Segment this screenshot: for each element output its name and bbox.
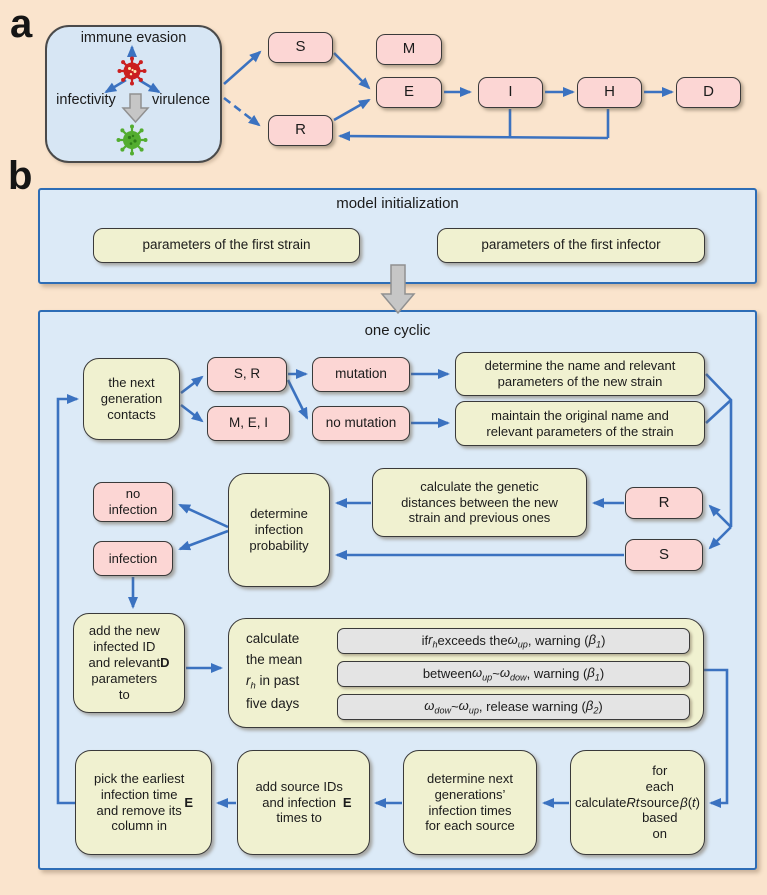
arrow-junction-to-s — [710, 527, 731, 548]
block-arrow-down-icon-inset — [123, 94, 148, 122]
box-warning-between: between $\omega_{up}$ ~ $\omega_{dow}$ , warning ( $\beta_1$ ) — [337, 661, 690, 687]
green-virus-icon — [117, 125, 148, 156]
arrow-det-prob-to-infection — [180, 531, 228, 549]
block-arrow-down-icon-panels — [382, 265, 414, 313]
arrow-next-gen-to-mei — [181, 405, 202, 421]
box-calculate-rt: calculate Rt for each source based on β ( t ) — [570, 750, 705, 855]
calc-mean-label: calculate the mean $r_h$ in past five days — [246, 631, 303, 712]
arrow-ih-to-r — [340, 136, 608, 138]
box-cycle-r: R — [625, 487, 703, 519]
arrow-s-to-e — [334, 53, 369, 88]
box-determine-new-strain-name: determine the name and relevant parameters of the new strain — [455, 352, 705, 396]
box-parameters-first-strain: parameters of the first strain — [93, 228, 360, 263]
arrow-loop-to-next-gen — [58, 399, 77, 803]
box-maintain-original-name: maintain the original name and relevant parameters of the strain — [455, 401, 705, 446]
arrow-inset-to-s — [224, 52, 260, 84]
arrow-junction-to-r — [710, 506, 731, 527]
compartment-h: H — [577, 77, 642, 108]
one-cyclic-title: one cyclic — [364, 322, 431, 339]
box-mutation: mutation — [312, 357, 410, 392]
compartment-m: M — [376, 34, 442, 65]
infectivity-label: infectivity — [56, 92, 116, 108]
box-next-generation-contacts: the next generation contacts — [83, 358, 180, 440]
box-parameters-first-infector: parameters of the first infector — [437, 228, 705, 263]
compartment-i: I — [478, 77, 543, 108]
box-no-mutation: no mutation — [312, 406, 410, 441]
box-m-e-i: M, E, I — [207, 406, 290, 441]
compartment-e: E — [376, 77, 442, 108]
box-determine-next-generations: determine next generations’ infection times for each source — [403, 750, 537, 855]
compartment-s: S — [268, 32, 333, 63]
box-cycle-s: S — [625, 539, 703, 571]
arrow-det-prob-to-no-infection — [180, 505, 228, 527]
virulence-label: virulence — [151, 92, 211, 108]
red-virus-icon — [118, 57, 147, 86]
box-warning-exceeds-up: if $r_h$ exceeds the $\omega_{up}$ , warning ( $\beta_1$ ) — [337, 628, 690, 654]
box-infection: infection — [93, 541, 173, 576]
compartment-d: D — [676, 77, 741, 108]
box-add-infected-id: add the new infected ID and relevant parameters to D — [73, 613, 185, 713]
box-calculate-genetic-distances: calculate the genetic distances between the new strain and previous ones — [372, 468, 587, 537]
arrow-next-gen-to-sr — [181, 377, 202, 393]
arrow-virus-to-virulence — [139, 80, 159, 92]
arrow-sr-to-no-mutation — [288, 380, 307, 418]
box-pick-earliest-infection: pick the earliest infection time and remove its column in E — [75, 750, 212, 855]
box-add-source-ids: add source IDs and infection times to E — [237, 750, 370, 855]
box-warning-release: $\omega_{dow}$ ~ $\omega_{up}$ , release warning ( $\beta_2$ ) — [337, 694, 690, 720]
arrow-inset-to-r-dashed — [224, 98, 259, 125]
line-right-junction — [706, 374, 731, 527]
box-no-infection: no infection — [93, 482, 173, 522]
panel-b-label: b — [8, 154, 33, 198]
arrow-r-to-e — [334, 100, 369, 120]
arrow-warnings-to-calc-rt — [704, 670, 727, 803]
box-s-r: S, R — [207, 357, 287, 392]
model-initialization-title: model initialization — [336, 195, 459, 212]
compartment-r: R — [268, 115, 333, 146]
panel-a-label: a — [10, 2, 33, 46]
line-maintain-to-junction — [706, 400, 731, 423]
box-determine-infection-probability: determine infection probability — [228, 473, 330, 587]
immune-evasion-label: immune evasion — [80, 30, 187, 46]
